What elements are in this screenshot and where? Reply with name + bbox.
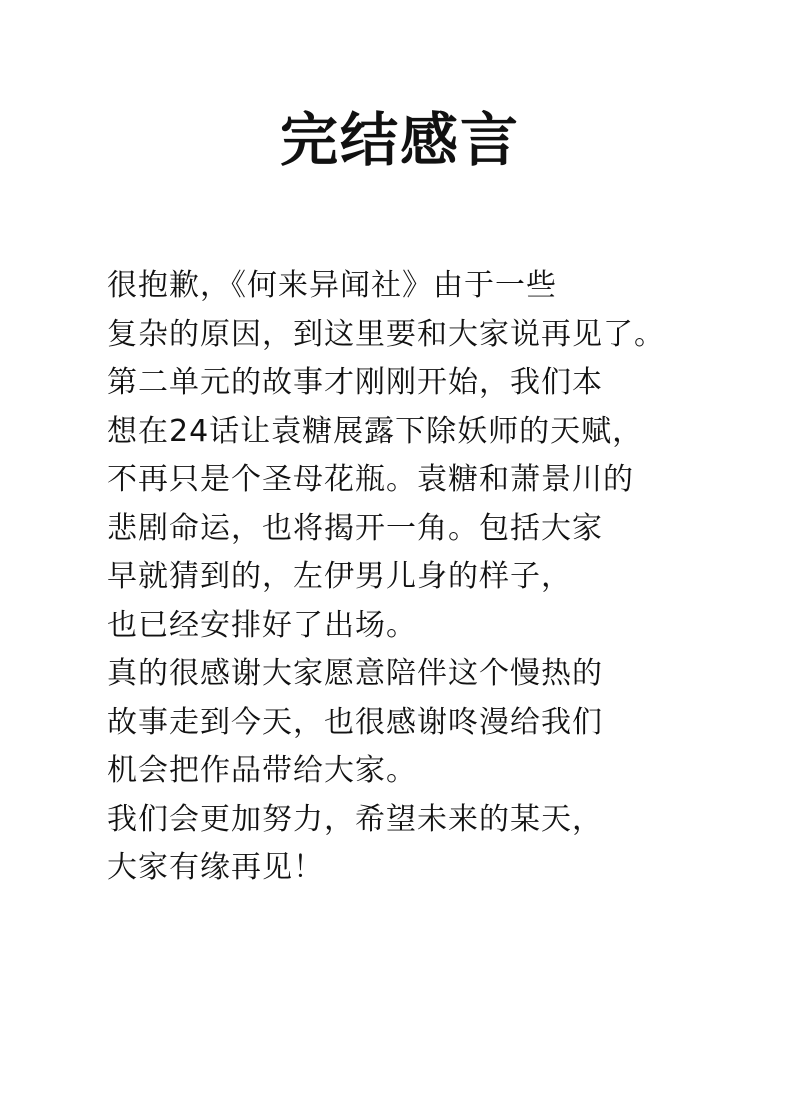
message-line-10: 故事走到今天，也很感谢咚漫给我们 — [107, 704, 603, 740]
page-title: 完结感言 — [279, 106, 520, 174]
message-line-7: 早就猜到的，左伊男儿身的样子， — [107, 559, 572, 594]
message-line-5: 不再只是个圣母花瓶。袁糖和萧景川的 — [107, 462, 634, 497]
message-body — [107, 262, 767, 893]
message-line-6: 悲剧命运，也将揭开一角。包括大家 — [107, 510, 603, 546]
message-line-1: 很抱歉，《何来异闻社》由于一些 — [107, 268, 557, 303]
message-line-8: 也已经安排好了出场。 — [107, 607, 417, 643]
message-line-3: 第二单元的故事才刚刚开始，我们本 — [107, 365, 603, 400]
message-line-2: 复杂的原因，到这里要和大家说再见了。 — [107, 316, 665, 352]
message-line-11: 机会把作品带给大家。 — [107, 753, 417, 788]
message-line-4: 想在24话让袁糖展露下除妖师的天赋， — [107, 413, 644, 449]
message-line-12: 我们会更加努力，希望未来的某天， — [107, 801, 603, 837]
message-line-13: 大家有缘再见！ — [107, 850, 324, 885]
message-line-9: 真的很感谢大家愿意陪伴这个慢热的 — [107, 656, 603, 691]
